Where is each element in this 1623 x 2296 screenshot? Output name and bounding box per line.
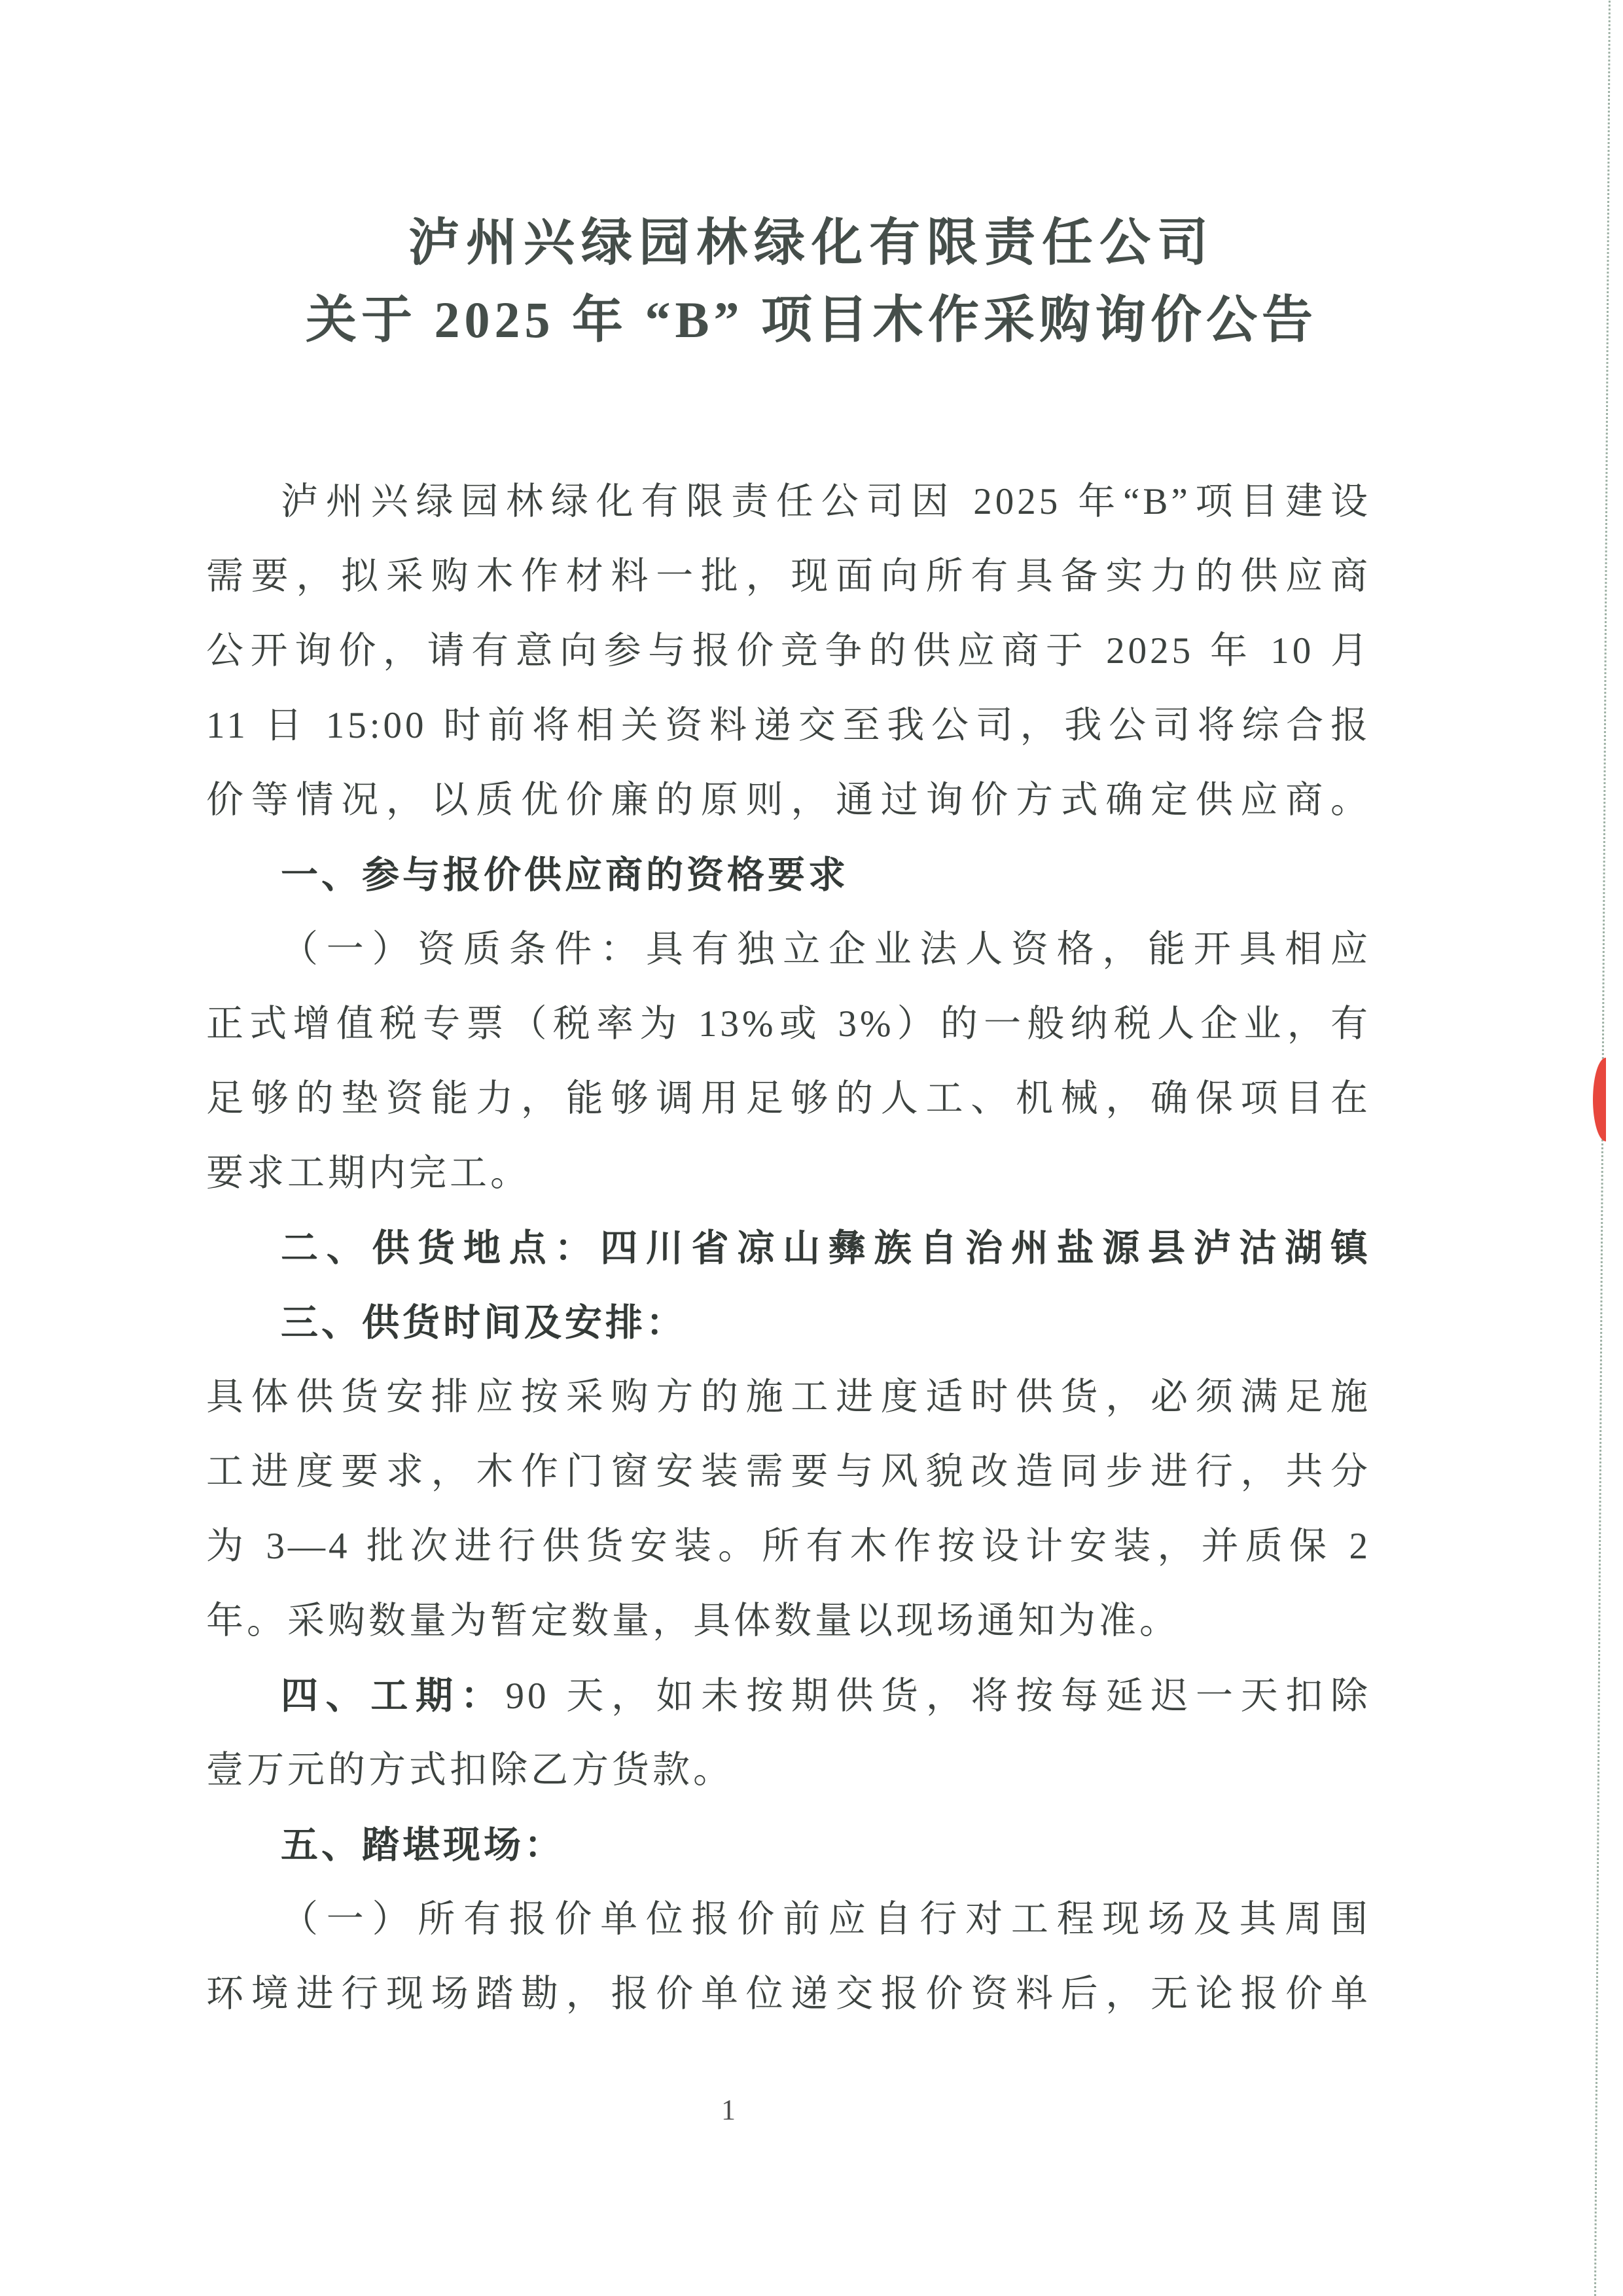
document-line	[206, 1435, 1371, 1509]
body-text: 要求工期内完工。	[206, 1153, 531, 1194]
body-text: 11 日 15:00 时前将相关资料递交至我公司，我公司将综合报	[206, 705, 1371, 746]
document-line	[206, 465, 1371, 539]
heading-text: 三、供货时间及安排：	[281, 1302, 687, 1344]
heading-text: 二、供货地点：	[281, 1227, 601, 1269]
body-text: 90 天，如未按期供货，将按每延迟一天扣除	[505, 1676, 1372, 1717]
heading-text: 一、参与报价供应商的资格要求	[281, 854, 849, 896]
document-line	[206, 1808, 1371, 1882]
document-title-line-2: 关于 2025 年 “B” 项目木作采购询价公告	[305, 291, 1318, 348]
body-text: 泸州兴绿园林绿化有限责任公司因 2025 年“B”项目建设	[281, 481, 1371, 522]
body-text: （一）所有报价单位报价前应自行对工程现场及其周围	[281, 1899, 1371, 1940]
heading-text: 五、踏堪现场：	[281, 1824, 565, 1866]
document-line	[206, 1136, 1371, 1211]
body-text: 具体供货安排应按采购方的施工进度适时供货，必须满足施	[206, 1376, 1371, 1418]
body-text: 为 3—4 批次进行供货安装。所有木作按设计安装，并质保 2	[206, 1526, 1371, 1567]
heading-text: 四、工期：	[281, 1675, 506, 1717]
body-text: 需要，拟采购木作材料一批，现面向所有具备实力的供应商	[206, 556, 1371, 597]
document-line	[206, 1733, 1371, 1808]
body-text: （一）资质条件：具有独立企业法人资格，能开具相应	[281, 929, 1371, 970]
document-line	[206, 1285, 1371, 1360]
document-line	[206, 1882, 1371, 1957]
document-line	[206, 614, 1371, 689]
document-line	[206, 1062, 1371, 1136]
body-text: 年。采购数量为暂定数量，具体数量以现场通知为准。	[206, 1600, 1180, 1641]
document-line	[206, 838, 1371, 912]
body-text: 价等情况，以质优价廉的原则，通过询价方式确定供应商。	[206, 780, 1371, 821]
document-title-line-1: 泸州兴绿园林绿化有限责任公司	[408, 214, 1215, 271]
body-text: 足够的垫资能力，能够调用足够的人工、机械，确保项目在	[206, 1078, 1371, 1119]
document-line	[206, 689, 1371, 763]
document-body	[206, 465, 1371, 2032]
body-text: 公开询价，请有意向参与报价竞争的供应商于 2025 年 10 月	[206, 630, 1371, 672]
document-line	[206, 1584, 1371, 1659]
document-line	[206, 1211, 1371, 1285]
document-line	[206, 912, 1371, 987]
body-text: 壹万元的方式扣除乙方货款。	[206, 1749, 734, 1791]
document-line	[206, 1509, 1371, 1584]
body-text: 工进度要求，木作门窗安装需要与风貌改造同步进行，共分	[206, 1451, 1371, 1492]
body-text: 四川省凉山彝族自治州盐源县泸沽湖镇	[600, 1228, 1372, 1269]
seal-fragment-shape	[1593, 1058, 1606, 1141]
document-line	[206, 987, 1371, 1062]
document-line	[206, 1957, 1371, 2032]
document-line	[206, 763, 1371, 838]
document-line	[206, 539, 1371, 614]
body-text: 环境进行现场踏勘，报价单位递交报价资料后，无论报价单	[206, 1973, 1371, 2015]
page-number: 1	[721, 2094, 736, 2126]
body-text: 正式增值税专票（税率为 13%或 3%）的一般纳税人企业，有	[206, 1003, 1371, 1045]
seal-fragment-mark	[1593, 1058, 1606, 1141]
document-line	[206, 1659, 1371, 1733]
document-line	[206, 1360, 1371, 1435]
